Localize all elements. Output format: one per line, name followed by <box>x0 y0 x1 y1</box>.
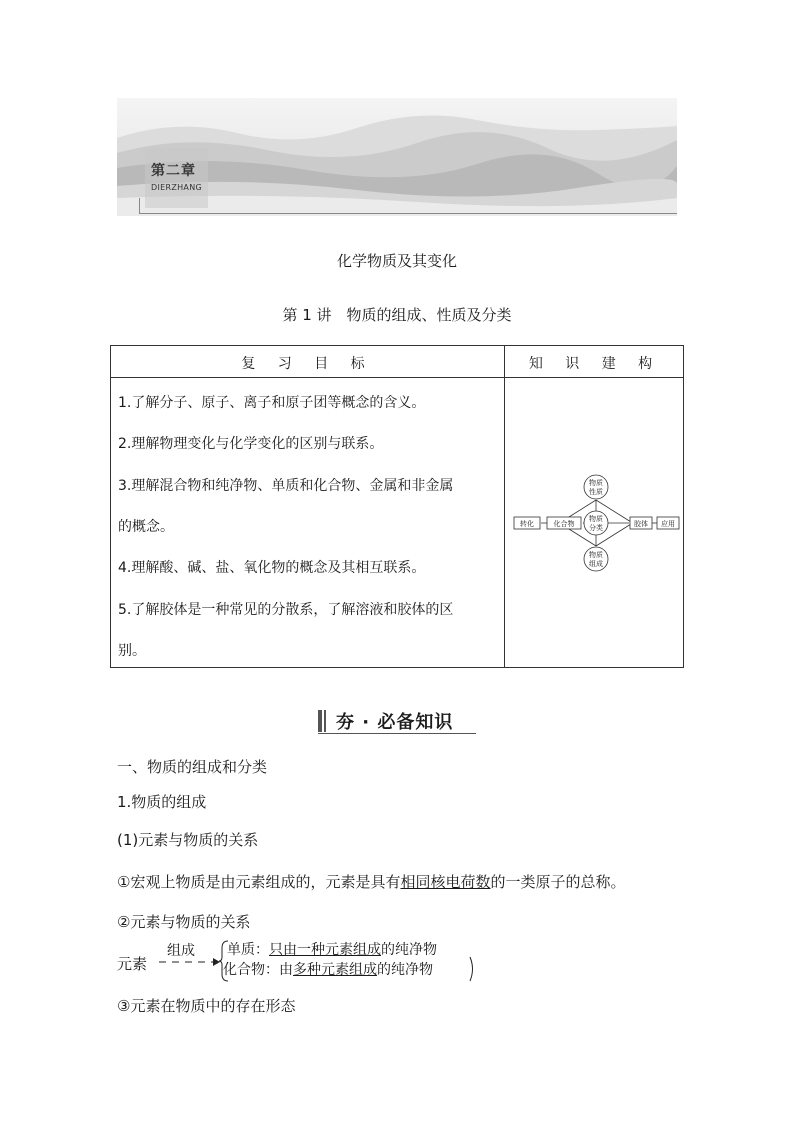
table-column-divider <box>504 346 505 667</box>
objective-item: 的概念。 <box>118 519 174 535</box>
relation-line <box>227 940 437 960</box>
node-label: 物质 <box>589 551 603 559</box>
relation-text: 的纯净物 <box>377 962 433 978</box>
right-paren-icon <box>469 956 477 982</box>
heading-level3: (1)元素与物质的关系 <box>117 831 259 849</box>
section-header-text: 夯 · 必备知识 <box>336 712 454 733</box>
knowledge-structure-header: 知 识 建 构 <box>528 356 662 372</box>
banner-divider <box>139 213 677 214</box>
node-label: 胶体 <box>634 520 648 528</box>
node-label: 物质 <box>589 479 603 487</box>
element-label: 元素 <box>117 955 148 973</box>
relation-text: 单质： <box>227 942 269 958</box>
relation-line <box>223 960 433 980</box>
section-header-underline <box>318 733 476 734</box>
review-table <box>110 345 684 668</box>
node-label: 物质 <box>589 515 603 523</box>
underlined-term: 只由一种元素组成 <box>269 942 381 958</box>
banner-divider-vertical <box>139 198 140 214</box>
heading-level2: 1.物质的组成 <box>117 793 207 811</box>
node-label: 化合物 <box>553 520 575 528</box>
node-label: 组成 <box>589 560 603 568</box>
table-header-divider <box>111 377 683 378</box>
objective-item: 4.理解酸、碱、盐、氧化物的概念及其相互联系。 <box>118 560 426 576</box>
node-label: 分类 <box>589 524 603 532</box>
underlined-term: 相同核电荷数 <box>400 873 491 891</box>
section-header <box>318 708 476 734</box>
objective-item: 3.理解混合物和纯净物、单质和化合物、金属和非金属 <box>118 478 454 494</box>
knowledge-structure-diagram <box>511 466 681 576</box>
objective-item: 别。 <box>118 643 146 659</box>
element-relation-diagram <box>117 940 517 982</box>
unit-title: 化学物质及其变化 <box>336 252 457 270</box>
section-header-bar <box>318 710 322 732</box>
section-header-bar <box>324 710 326 732</box>
paragraph-text: ①宏观上物质是由元素组成的，元素是具有 <box>117 873 401 891</box>
node-label: 转化 <box>520 520 534 528</box>
paragraph-text: 的一类原子的总称。 <box>490 873 626 891</box>
chapter-pinyin: DIERZHANG <box>151 183 202 192</box>
underlined-term: 多种元素组成 <box>293 962 377 978</box>
objective-item: 2.理解物理变化与化学变化的区别与联系。 <box>118 436 384 452</box>
chapter-title: 第二章 <box>151 163 196 179</box>
dashed-arrow-icon <box>157 956 221 968</box>
arrow-label: 组成 <box>167 943 195 959</box>
heading-level4: ②元素与物质的关系 <box>117 913 251 931</box>
paragraph <box>117 871 625 892</box>
lecture-title: 第 1 讲 物质的组成、性质及分类 <box>282 306 512 324</box>
heading-level4: ③元素在物质中的存在形态 <box>117 997 296 1015</box>
objective-item: 5.了解胶体是一种常见的分散系，了解溶液和胶体的区 <box>118 602 454 618</box>
heading-level1: 一、物质的组成和分类 <box>117 758 268 776</box>
relation-text: 的纯净物 <box>381 942 437 958</box>
objective-item: 1.了解分子、原子、离子和原子团等概念的含义。 <box>118 395 426 411</box>
relation-text: 化合物：由 <box>223 962 293 978</box>
node-label: 应用 <box>661 520 675 528</box>
node-label: 性质 <box>589 488 603 496</box>
review-goals-header: 复 习 目 标 <box>241 356 374 372</box>
